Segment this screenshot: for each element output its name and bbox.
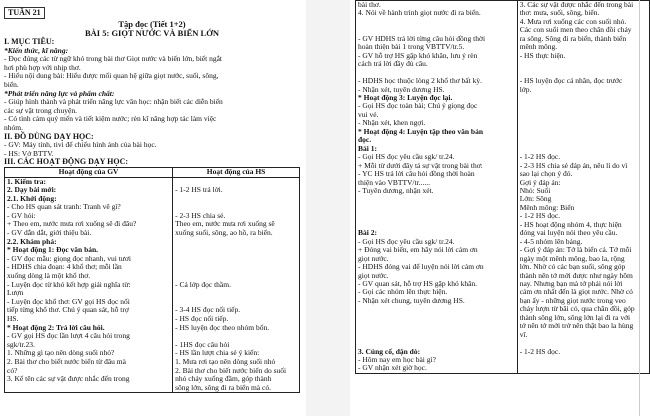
table-line bbox=[175, 203, 297, 212]
table-line bbox=[358, 26, 515, 34]
table-line: vĩ. bbox=[519, 330, 528, 339]
table-line: sgk/tr.23. bbox=[7, 340, 35, 349]
table-line: 3. Các sự vật được nhắc đến trong bài bbox=[519, 1, 634, 9]
table-line bbox=[520, 128, 647, 136]
table-line: hoàn thiện bài 1 trong VBTTV/tr.5. bbox=[358, 43, 465, 52]
table-line bbox=[520, 364, 647, 372]
materials-line: - HS: Vở BTTV. bbox=[4, 149, 54, 158]
table-line: 2.1. Khởi động: bbox=[7, 194, 57, 203]
table-line: đọc. bbox=[358, 136, 372, 145]
table-line bbox=[175, 178, 297, 187]
table-line: - Gọi HS đọc yêu cầu sgk/ tr.24. bbox=[358, 153, 455, 162]
table-line: - 1-2 HS đọc. bbox=[519, 347, 561, 356]
table-line: lớp. bbox=[519, 85, 532, 94]
table-line bbox=[358, 314, 515, 322]
table-line: - GV dẫn dắt, giới thiệu bài. bbox=[7, 229, 92, 238]
table-line: thơ: mưa, suối, sông, biển. bbox=[519, 9, 600, 18]
teacher-activities-cell bbox=[5, 177, 173, 393]
table-line: 2.2. Khám phá: bbox=[7, 237, 57, 246]
table-line: cách trả lời đầy đủ câu. bbox=[358, 60, 428, 69]
table-line: 1. Mưa rơi tạo nên dòng suối nhỏ bbox=[175, 357, 276, 366]
subsection-knowledge: *Kiến thức, kĩ năng: bbox=[4, 46, 69, 55]
table-line: - Tuyên dương, nhận xét. bbox=[358, 186, 434, 195]
table-line: 3. Củng cố, dặn dò: bbox=[358, 347, 421, 356]
section-objectives: I. MỤC TIÊU: bbox=[4, 37, 55, 46]
table-line bbox=[358, 322, 515, 330]
section-activities: III. CÁC HOẠT ĐỘNG DẠY HỌC: bbox=[4, 157, 129, 167]
table-line: thiện vào VBTTV/tr...... bbox=[358, 178, 430, 187]
table-line: Các con suối men theo chân đồi chảy bbox=[519, 26, 632, 35]
table-line: - GV đọc mẫu: giọng đọc nhanh, vui tươi bbox=[7, 254, 131, 263]
table-line: ngày một mênh mông, bao la, rộng bbox=[519, 254, 625, 263]
column-header-student: Hoạt động của HS bbox=[173, 167, 300, 177]
table-line: - GV gọi HS đọc lần lượt 4 câu hỏi trong bbox=[7, 332, 130, 341]
table-line: nhỏ chảy xuống đầm, góp thành bbox=[175, 375, 272, 384]
table-line: 2. Bài thơ cho biết nước biển từ đâu mà bbox=[7, 357, 126, 366]
table-line: giọt nước. bbox=[358, 254, 389, 263]
table-line bbox=[175, 289, 297, 298]
table-line: HS. bbox=[7, 315, 19, 323]
table-line bbox=[175, 195, 297, 204]
table-line: - GV HDHS trả lời từng câu hỏi đồng thời bbox=[358, 34, 486, 43]
table-line: - Gọi HS đọc yêu cầu sgk/ tr.24. bbox=[358, 237, 455, 246]
table-line: - GV quan sát, hỗ trợ HS gặp khó khăn. bbox=[358, 279, 478, 288]
objective-line: biển. bbox=[4, 80, 19, 89]
table-line bbox=[520, 136, 647, 144]
objective-line: - Giúp hình thành và phát triển năng lực văn học: nhận biết các diễn biến bbox=[4, 98, 223, 107]
table-line: ra sông. Sông đi ra biển, thành biển bbox=[519, 34, 627, 43]
table-line: xuống dòng là một khổ thơ. bbox=[7, 272, 91, 281]
table-line: chảy lượn từ bãi cỏ, qua chân đồi, góp bbox=[519, 305, 635, 314]
teacher-activities-cell bbox=[356, 1, 518, 374]
objective-line: - Hiểu nội dung bài: Hiểu được mối quan hệ giữa giọt nước, suối, sông, bbox=[4, 72, 219, 81]
table-line: - 1-2 HS trả lời. bbox=[175, 186, 223, 195]
table-line: thành sông lớn, sông lớn lại đi ra với bbox=[519, 313, 631, 322]
table-line: * Hoạt động 3: Luyện đọc lại. bbox=[358, 93, 453, 102]
table-line: * Hoạt động 1: Đọc văn bản. bbox=[7, 246, 99, 255]
table-line: + Đóng vai biển, em hãy nói lời cảm ơn bbox=[358, 246, 478, 255]
table-line bbox=[520, 69, 647, 77]
table-line: - 1HS đọc câu hỏi bbox=[175, 340, 230, 349]
table-line: - Gọi các nhóm lên thực hiện. bbox=[358, 288, 448, 297]
table-line: xuống suối, sông, ao hồ, ra biển. bbox=[175, 229, 273, 238]
table-line: có? bbox=[7, 366, 18, 375]
week-label: TUẦN 21 bbox=[4, 7, 45, 19]
table-line: Nhỏ: Suối bbox=[519, 186, 551, 195]
table-line: - 3-4 HS đọc nối tiếp. bbox=[175, 306, 241, 315]
table-line: - Luyện đọc từ khó kết hợp giải nghĩa từ: bbox=[7, 280, 131, 289]
table-line: - Nhận xét, khen ngợi. bbox=[358, 119, 426, 128]
table-line: - 1-2 HS đọc. bbox=[519, 212, 561, 221]
table-line: giọt nước. bbox=[358, 271, 389, 280]
table-line: - HDHS đóng vai để luyện nói lời cảm ơn bbox=[358, 263, 484, 272]
table-line bbox=[358, 69, 515, 77]
activities-table-continued bbox=[355, 0, 650, 374]
subsection-competence: *Phát triển năng lực và phẩm chất: bbox=[4, 89, 115, 98]
table-line: 3. Kể tên các sự vật được nhắc đến trong bbox=[7, 375, 130, 384]
table-line bbox=[520, 60, 647, 68]
objective-line: các sự vật trong chuyện. bbox=[4, 106, 77, 115]
table-line: tiếp từng khổ thơ. Chú ý quan sát, hỗ trợ bbox=[7, 306, 129, 315]
objective-line: hơi phù hợp với nhịp thơ. bbox=[4, 63, 81, 72]
table-line: - 1-2 HS đọc. bbox=[519, 153, 561, 162]
table-line: sao lại chọn ý đó. bbox=[519, 170, 573, 179]
table-line: bạn ấy - những giọt nước trong veo bbox=[519, 296, 626, 305]
table-line: Theo em, nước mưa rơi xuống sẽ bbox=[175, 220, 275, 229]
column-header-teacher: Hoạt động của GV bbox=[5, 167, 173, 177]
table-line: 2. Bài thơ cho biết nước biển do suối bbox=[175, 366, 287, 375]
lesson-title: Tập đọc (Tiết 1+2) bbox=[118, 19, 186, 29]
table-line: 4. Nói về hành trình giọt nước đi ra biển. bbox=[358, 9, 481, 18]
table-line bbox=[520, 111, 647, 119]
table-line bbox=[520, 102, 647, 110]
table-line bbox=[358, 18, 515, 26]
table-line: đóng vai luyện nói theo yêu cầu. bbox=[519, 229, 618, 238]
table-line bbox=[520, 94, 647, 102]
table-line: vui vẻ. bbox=[358, 110, 379, 119]
table-line bbox=[520, 119, 647, 127]
table-line bbox=[358, 339, 515, 347]
table-line: - HS hoạt động nhóm 4, thực hiện bbox=[519, 220, 622, 229]
table-line bbox=[175, 298, 297, 307]
objective-line: - Có tình cảm quý mến và tiết kiệm nước; rèn kĩ năng hợp tác làm việc bbox=[4, 115, 217, 124]
table-line: cảm ơn nhất đến là giọt nước. Nhờ có bbox=[519, 288, 633, 297]
table-line: - Nhận xét chung, tuyên dương HS. bbox=[358, 296, 465, 305]
table-line: - Gợi ý đáp án: Tớ là biển cả. Tớ mỗi bbox=[519, 246, 632, 255]
table-line bbox=[175, 272, 297, 281]
table-line: mênh mông. bbox=[519, 43, 558, 52]
table-line: - HS lần lượt chia sẻ ý kiến: bbox=[175, 349, 260, 358]
materials-line: - GV: Máy tính, tivi để chiếu hình ảnh của bài học. bbox=[4, 141, 157, 150]
table-line: - Hôm nay em học bài gì? bbox=[358, 356, 436, 365]
table-line: - HS thực hiện. bbox=[519, 51, 566, 60]
activities-table bbox=[4, 167, 300, 393]
table-line bbox=[520, 339, 647, 347]
table-line bbox=[175, 246, 297, 255]
table-line bbox=[520, 145, 647, 153]
table-line: Bài 1: bbox=[358, 144, 377, 153]
table-line: - HDHS học thuộc lòng 2 khổ thơ bất kỳ. bbox=[358, 77, 482, 86]
table-line: Gợi ý đáp án: bbox=[519, 178, 561, 187]
table-line bbox=[175, 255, 297, 264]
table-line bbox=[358, 204, 515, 212]
section-materials: II. ĐỒ DÙNG DẠY HỌC: bbox=[4, 131, 94, 141]
table-line: * Hoạt động 2: Trả lời câu hỏi. bbox=[7, 323, 105, 332]
table-line: - HS luyện đọc cá nhân, đọc trước bbox=[519, 77, 623, 86]
table-line: - HS luyện đọc theo nhóm bốn. bbox=[175, 323, 270, 332]
table-line: - 2-3 HS chia sẻ. bbox=[175, 211, 226, 220]
page-edge-line bbox=[639, 0, 640, 416]
table-line: - HS đọc nối tiếp. bbox=[175, 315, 229, 323]
table-line: sông lớn, sông đi ra biển mà có. bbox=[175, 383, 271, 392]
table-line: * Hoạt động 4: Luyện tập theo văn bản bbox=[358, 127, 484, 136]
table-line bbox=[175, 263, 297, 272]
document-page-right bbox=[351, 0, 650, 416]
table-line: - HDHS chia đoạn: 4 khổ thơ; mỗi lần bbox=[7, 263, 122, 272]
document-page-left bbox=[0, 0, 306, 416]
table-line bbox=[358, 221, 515, 229]
table-line: - GV hỗ trợ HS gặp khó khăn, lưu ý rèn bbox=[358, 51, 478, 60]
table-line: - 2-3 HS chia sẻ đáp án, nêu lí do vì bbox=[519, 161, 628, 170]
table-line bbox=[520, 356, 647, 364]
table-line bbox=[358, 212, 515, 220]
table-line: nay. Nhưng bạn mà tớ phải nói lời bbox=[519, 279, 623, 288]
objective-line: nhóm. bbox=[4, 123, 23, 132]
table-line: 1. Những gì tạo nên dòng suối nhỏ? bbox=[7, 349, 115, 358]
objective-line: - Đọc đúng các từ ngữ khó trong bài thơ Giọt nước và biển lớn, biết ngắt bbox=[4, 55, 223, 64]
table-line: - Nhận xét, tuyên dương HS. bbox=[358, 85, 445, 94]
table-line: Lớn: Sông bbox=[519, 195, 552, 204]
lesson-subtitle: BÀI 5: GIỌT NƯỚC VÀ BIỂN LỚN bbox=[85, 28, 219, 38]
table-line: Mênh mông: Biển bbox=[519, 203, 575, 212]
table-line: Bài 2: bbox=[358, 229, 377, 238]
table-line: thành nên tớ mới được như ngày hôm bbox=[519, 271, 633, 280]
table-line bbox=[358, 195, 515, 203]
table-line: + Theo em, nước mưa rơi xuống sẽ đi đâu? bbox=[7, 220, 137, 229]
table-line bbox=[358, 331, 515, 339]
table-line: 4. Mưa rơi xuống các con suối nhỏ. bbox=[519, 17, 627, 26]
table-line: lớn. Nhờ có các bạn suối, sông góp bbox=[519, 263, 626, 272]
table-line: - GV nhận xét giờ học. bbox=[358, 364, 427, 373]
table-line bbox=[175, 238, 297, 247]
student-activities-cell bbox=[517, 1, 649, 374]
table-line: - Cả lớp đọc thầm. bbox=[175, 280, 231, 289]
table-line: bài thơ. bbox=[358, 1, 381, 9]
student-activities-cell bbox=[173, 177, 300, 393]
table-line bbox=[175, 332, 297, 341]
table-line: - Gọi HS đọc toàn bài; Chú ý giọng đọc bbox=[358, 102, 478, 111]
table-line: - GV hỏi: bbox=[7, 211, 36, 220]
table-line: tớ nên tớ mới trở nên thật bao la hùng bbox=[519, 322, 634, 331]
page-gap bbox=[306, 0, 350, 416]
table-line: - Luyện đọc khổ thơ: GV gọi HS đọc nối bbox=[7, 297, 130, 306]
table-line: 1. Kiểm tra: bbox=[7, 177, 46, 186]
table-line: - Cho HS quan sát tranh: Tranh vẽ gì? bbox=[7, 203, 121, 212]
table-line: Lượn bbox=[7, 289, 24, 298]
table-line: - 4-5 nhóm lên bảng. bbox=[519, 237, 583, 246]
table-line: 2. Dạy bài mới: bbox=[7, 186, 57, 195]
table-line: + Mỗi từ dưới đây tả sự vật trong bài thơ: bbox=[358, 161, 483, 170]
table-line bbox=[358, 305, 515, 313]
table-line: - YC HS trả lời câu hỏi đồng thời hoàn bbox=[358, 170, 475, 179]
